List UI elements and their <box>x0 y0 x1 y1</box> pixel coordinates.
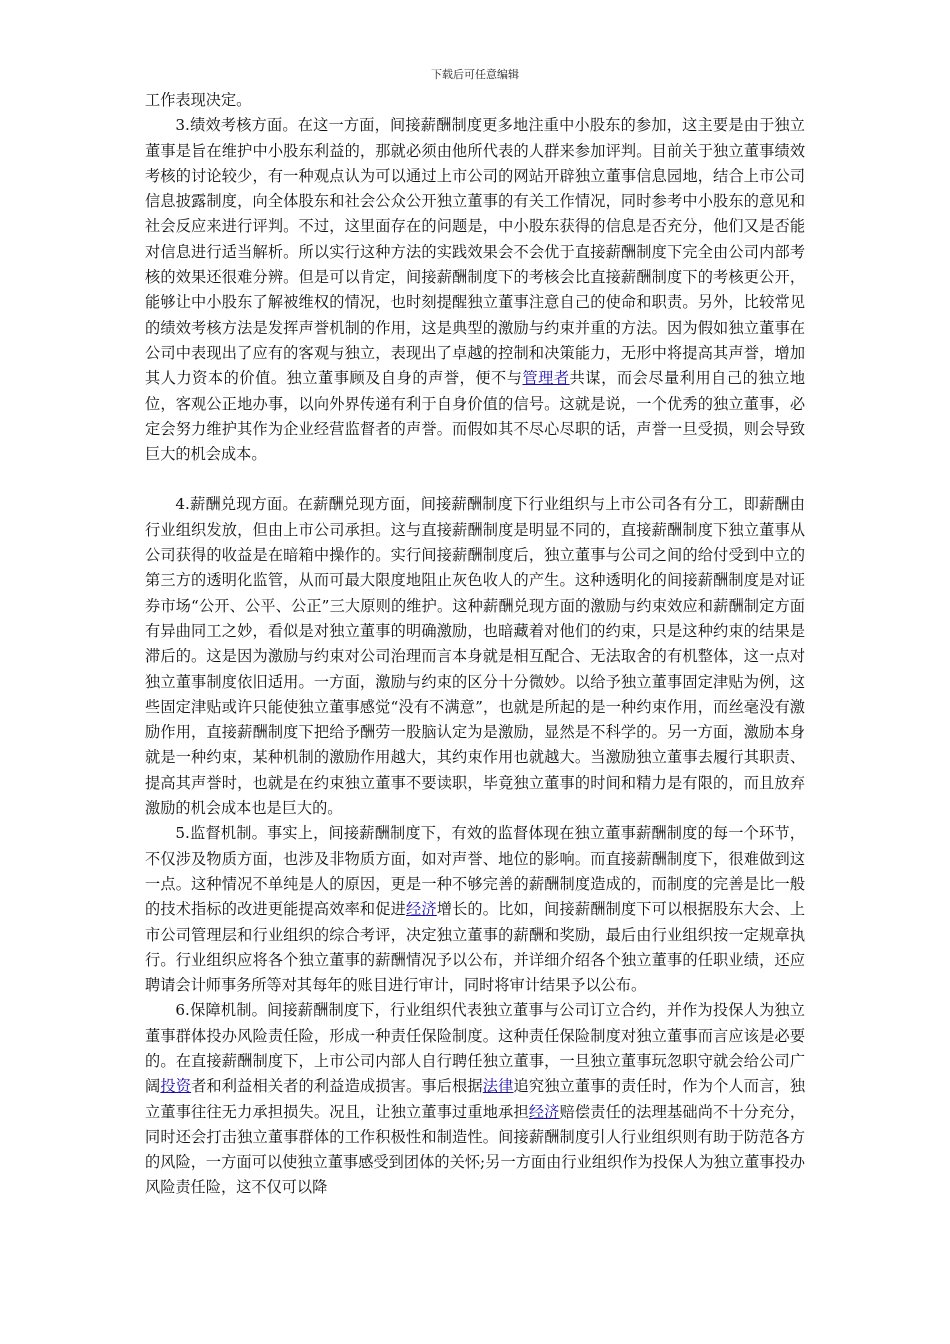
paragraph-salary-payment <box>145 492 805 821</box>
paragraph-text: 增长的。比如，间接薪酬制度下可以根据股东大会、上市公司管理层和行业组织的综合考评，决定独立董事的薪酬和奖励，最后由行业组织按一定规章执行。行业组织应将各个独立董事的薪酬情况予以公布，并详细介绍各个独立董事的任职业绩，还应聘请会计师事务所等对其每年的账目进行审计，同时将审计结果予以公布。 <box>145 900 806 995</box>
paragraph-text: 5.监督机制。事实上，间接薪酬制度下，有效的监督体现在独立董事薪酬制度的每一个环节，不仅涉及物质方面，也涉及非物质方面，如对声誉、地位的影响。而直接薪酬制度下，很难做到这一点。这种情况不单纯是人的原因，更是一种不够完善的薪酬制度造成的，而制度的完善是比一般的技术指标的改进更能提高效率和促进 <box>145 824 805 919</box>
paragraph-continuation <box>145 88 805 113</box>
paragraph-supervision <box>145 821 805 998</box>
paragraph-performance-evaluation <box>145 113 805 467</box>
paragraph-spacer <box>145 467 805 492</box>
link-manager[interactable]: 管理者 <box>522 369 570 388</box>
link-law[interactable]: 法律 <box>482 1077 514 1096</box>
paragraph-text: 6.保障机制。间接薪酬制度下，行业组织代表独立董事与公司订立合约，并作为投保人为独立董事群体投办风险责任险，形成一种责任保险制度。这种责任保险制度对独立董事而言应该是必要的。在直接薪酬制度下，上市公司内部人自行聘任独立董事，一旦独立董事玩忽职守就会给公司广阔 <box>145 1001 805 1096</box>
page-header: 下载后可任意编辑 <box>431 68 519 81</box>
paragraph-text: 者和利益相关者的利益造成损害。事后根据 <box>191 1077 483 1096</box>
paragraph-text: 赔偿责任的法理基础尚不十分充分，同时还会打击独立董事群体的工作积极性和制造性。间接薪酬制度引人行业组织则有助于防范各方的风险，一方面可以使独立董事感受到团体的关怀;另一方面由行业组织作为投保人为独立董事投办风险责任险，这不仅可以降 <box>145 1102 806 1197</box>
paragraph-text: 工作表现决定。 <box>145 91 252 109</box>
link-investment[interactable]: 投资 <box>160 1077 192 1096</box>
paragraph-guarantee <box>145 998 805 1200</box>
document-body <box>145 88 805 1201</box>
link-economy-2[interactable]: 经济 <box>528 1102 560 1121</box>
paragraph-text: 共谋，而会尽量利用自己的独立地位，客观公正地办事，以向外界传递有利于自身价值的信号。这就是说，一个优秀的独立董事，必定会努力维护其作为企业经营监督者的声誉。而假如其不尽心尽职的话，声誉一旦受损，则会导致巨大的机会成本。 <box>145 369 806 464</box>
paragraph-text: 4.薪酬兑现方面。在薪酬兑现方面，间接薪酬制度下行业组织与上市公司各有分工，即薪酬由行业组织发放，但由上市公司承担。这与直接薪酬制度是明显不同的，直接薪酬制度下独立董事从公司获得的收益是在暗箱中操作的。实行间接薪酬制度后，独立董事与公司之间的给付受到中立的第三方的透明化监管，从而可最大限度地阻止灰色收人的产生。这种透明化的间接薪酬制度是对证券市场“公开、公平、公正”三大原则的维护。这种薪酬兑现方面的激励与约束效应和薪酬制定方面有异曲同工之妙，看似是对独立董事的明确激励，也暗藏着对他们的约束，只是这种约束的结果是滞后的。这是因为激励与约束对公司治理而言本身就是相互配合、无法取舍的有机整体，这一点对独立董事制度依旧适用。一方面，激励与约束的区分十分微妙。以给予独立董事固定津贴为例，这些固定津贴或许只能使独立董事感觉“没有不满意”，也就是所起的是一种约束作用，而丝毫没有激励作用，直接薪酬制度下把给予酬劳一股脑认定为是激励，显然是不科学的。另一方面，激励本身就是一种约束，某种机制的激励作用越大，其约束作用也就越大。当激励独立董事去履行其职责、提高其声誉时，也就是在约束独立董事不要读职，毕竟独立董事的时间和精力是有限的，而且放弃激励的机会成本也是巨大的。 <box>145 495 805 818</box>
paragraph-text: 3.绩效考核方面。在这一方面，间接薪酬制度更多地注重中小股东的参加，这主要是由于独立董事是旨在维护中小股东利益的，那就必须由他所代表的人群来参加评判。目前关于独立董事绩效考核的讨论较少，有一种观点认为可以通过上市公司的网站开辟独立董事信息园地，结合上市公司信息披露制度，向全体股东和社会公众公开独立董事的有关工作情况，同时参考中小股东的意见和社会反应来进行评判。不过，这里面存在的问题是，中小股东获得的信息是否充分，他们又是否能对信息进行适当解析。所以实行这种方法的实践效果会不会优于直接薪酬制度下完全由公司内部考核的效果还很难分辨。但是可以肯定，间接薪酬制度下的考核会比直接薪酬制度下的考核更公开，能够让中小股东了解被维权的情况，也时刻提醒独立董事注意自己的使命和职责。另外，比较常见的绩效考核方法是发挥声誉机制的作用，这是典型的激励与约束并重的方法。因为假如独立董事在公司中表现出了应有的客观与独立，表现出了卓越的控制和决策能力，无形中将提高其声誉，增加其人力资本的价值。独立董事顾及自身的声誉，便不与 <box>145 116 805 388</box>
link-economy[interactable]: 经济 <box>406 900 437 919</box>
paragraph-text: 追究独立董事的责任时，作为个人而言，独立董事往往无力承担损失。况且，让独立董事过重地承担 <box>145 1077 806 1121</box>
